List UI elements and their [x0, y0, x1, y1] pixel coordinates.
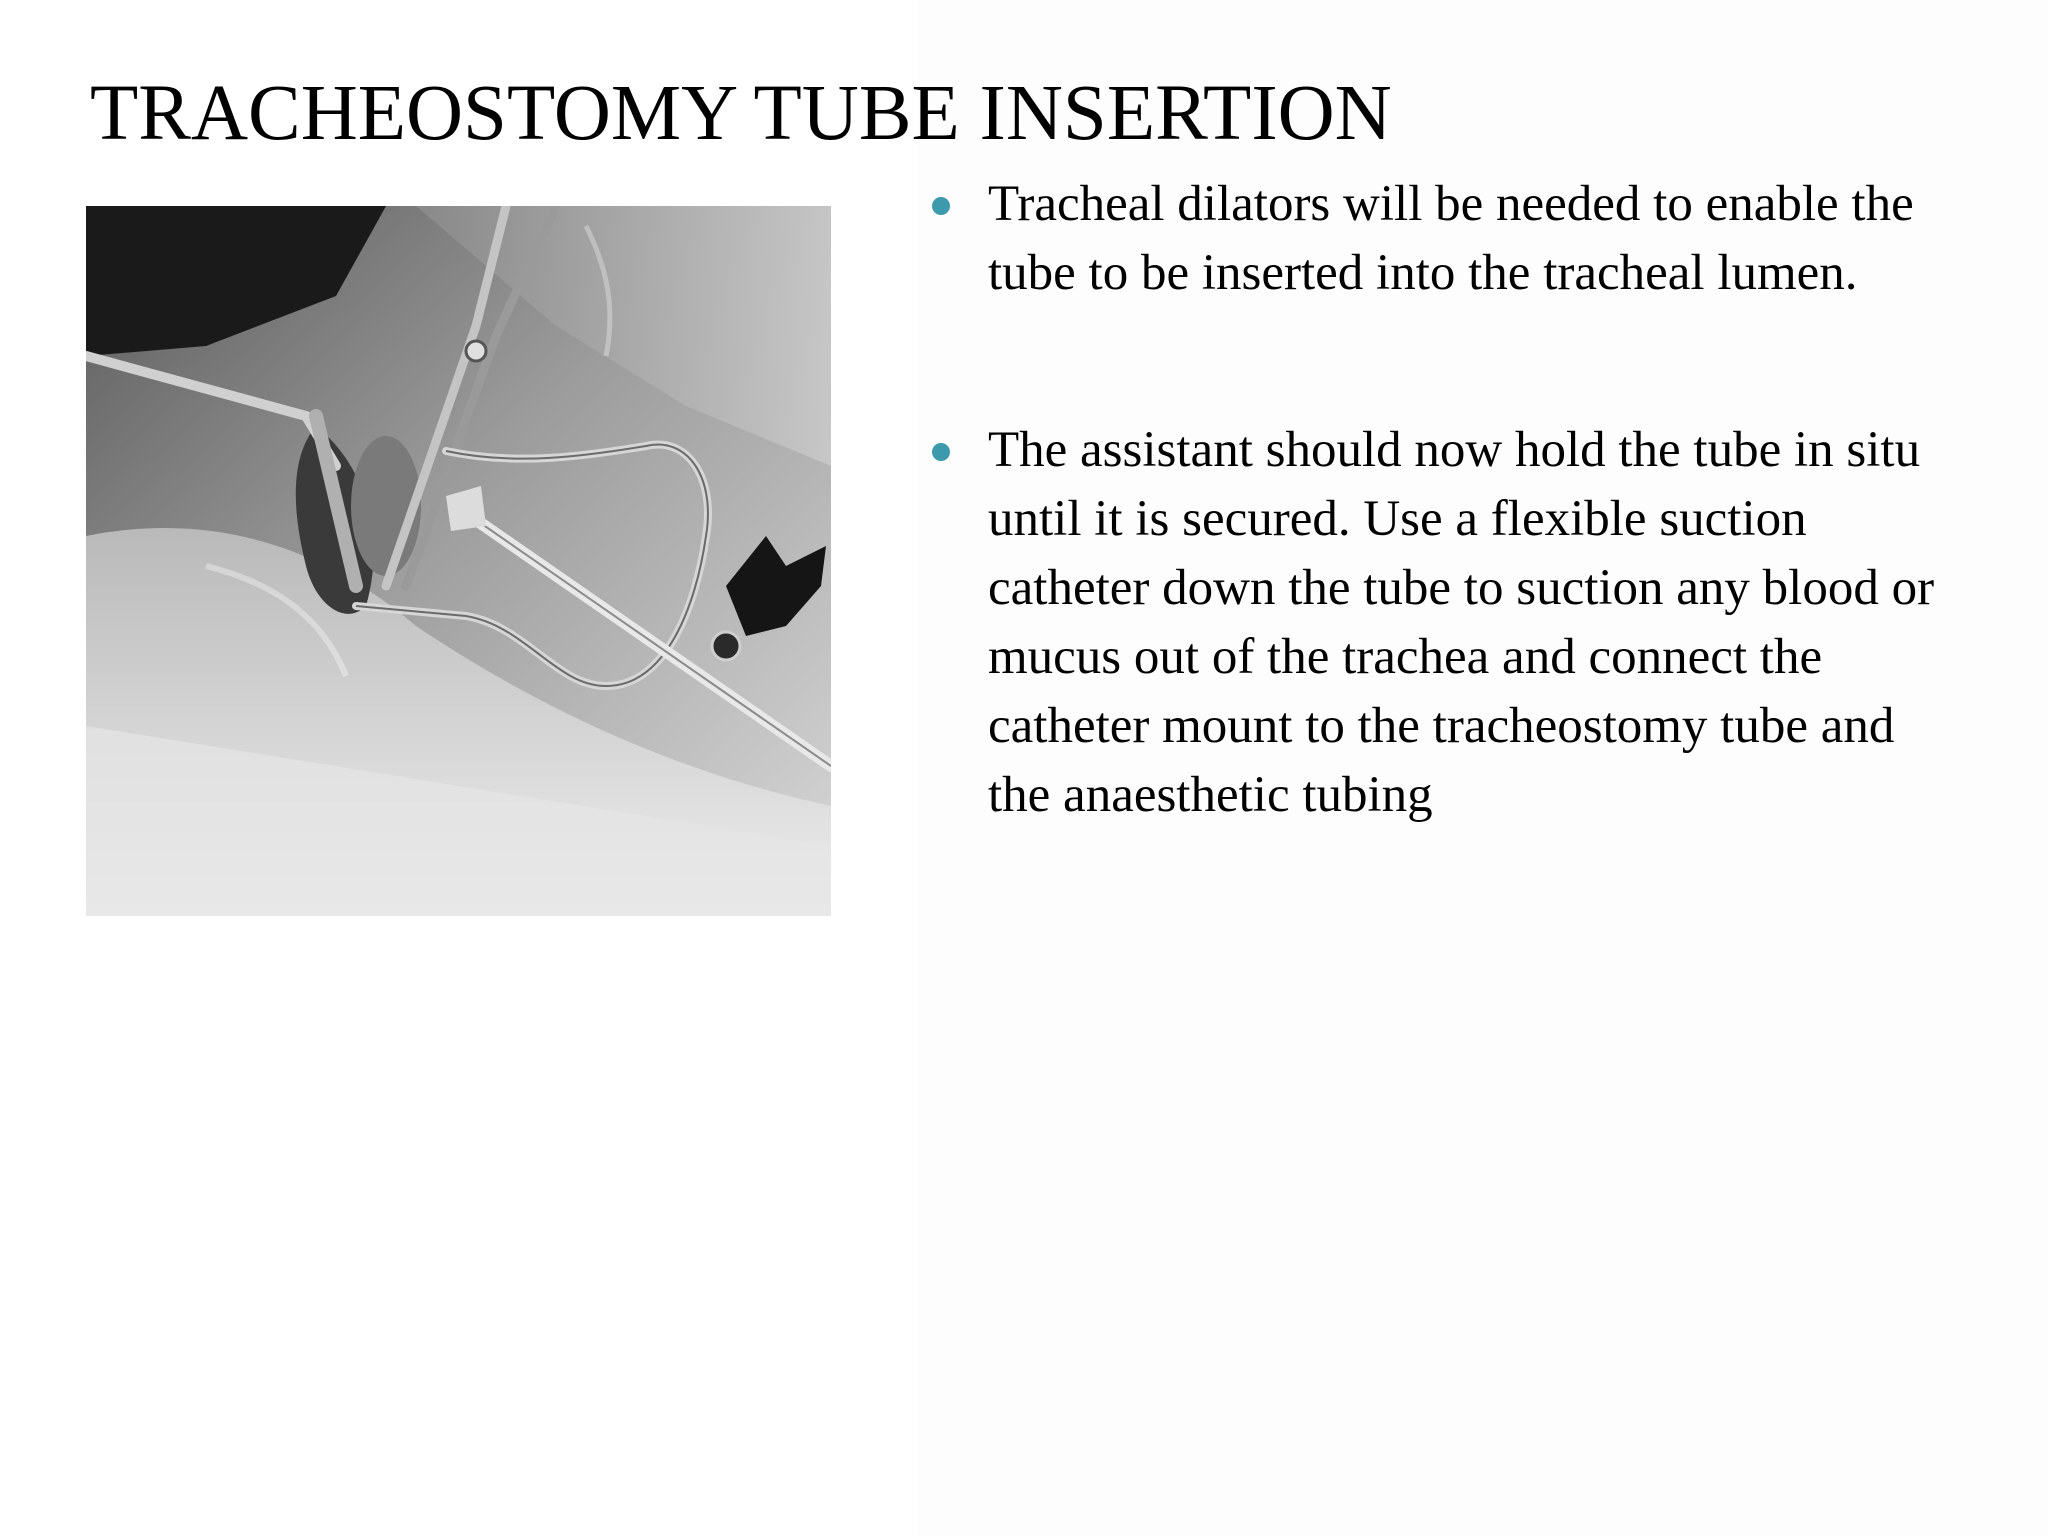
surgical-photo: [86, 206, 831, 916]
surgical-photo-illustration: [86, 206, 831, 916]
bullet-dot-icon: [932, 443, 950, 461]
bullet-dot-icon: [932, 197, 950, 215]
bullet-text: Tracheal dilators will be needed to enable the tube to be inserted into the tracheal lumen.: [988, 176, 1914, 301]
bullet-item: [918, 416, 1938, 830]
slide-title: TRACHEOSTOMY TUBE INSERTION: [90, 70, 1392, 157]
bullet-text: The assistant should now hold the tube in situ until it is secured. Use a flexible suction catheter down the tube to suction any blood or mucus out of the trachea and connect the catheter mount to the tracheostomy tube and the anaesthetic tubing: [988, 422, 1935, 823]
bullet-item: [918, 170, 1938, 308]
bullet-list: [918, 170, 1938, 938]
